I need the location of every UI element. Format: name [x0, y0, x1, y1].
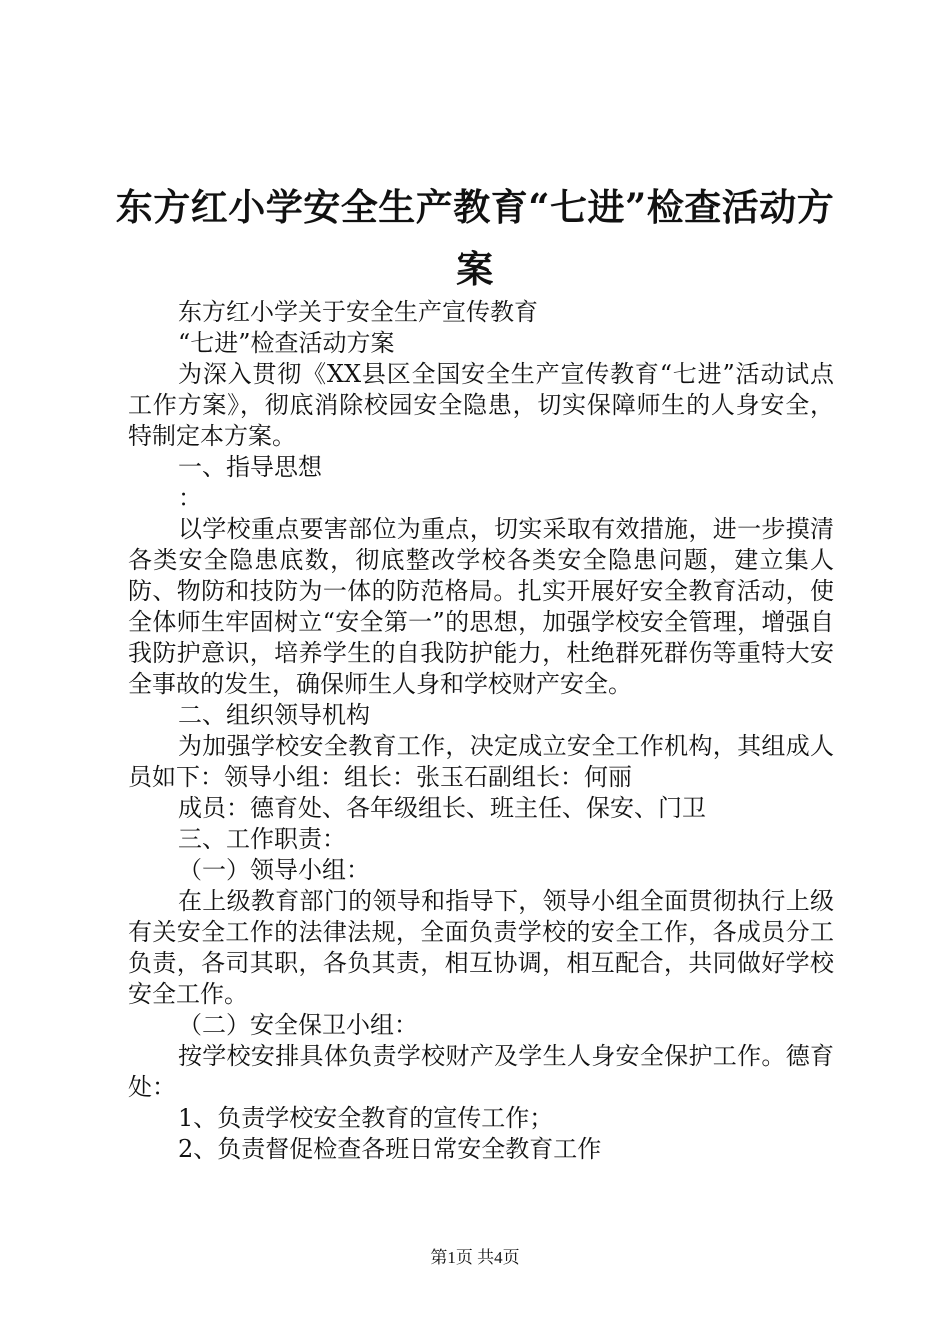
section-heading: 三、工作职责： [178, 825, 346, 853]
paragraph: ： [178, 484, 202, 512]
document-body [128, 297, 834, 1165]
section-heading: 二、组织领导机构 [178, 701, 370, 729]
paragraph: 为加强学校安全教育工作，决定成立安全工作机构，其组成人员如下：领导小组：组长：张玉石副组长：何丽 [128, 732, 834, 791]
subsection-heading: （一）领导小组： [178, 856, 370, 884]
paragraph: 为深入贯彻《XX县区全国安全生产宣传教育“七进”活动试点工作方案》，彻底消除校园安全隐患，切实保障师生的人身安全，特制定本方案。 [128, 360, 834, 450]
paragraph: 成员：德育处、各年级组长、班主任、保安、门卫 [178, 794, 706, 822]
paragraph: 以学校重点要害部位为重点，切实采取有效措施，进一步摸清各类安全隐患底数，彻底整改学校各类安全隐患问题，建立集人防、物防和技防为一体的防范格局。扎实开展好安全教育活动，使全体师生牢固树立“安全第一”的思想，加强学校安全管理，增强自我防护意识，培养学生的自我防护能力，杜绝群死群伤等重特大安全事故的发生，确保师生人身和学校财产安全。 [128, 515, 834, 698]
document-title: 东方红小学安全生产教育“七进”检查活动方案 [115, 185, 835, 291]
list-item: 1、负责学校安全教育的宣传工作； [178, 1104, 554, 1132]
paragraph: 在上级教育部门的领导和指导下，领导小组全面贯彻执行上级有关安全工作的法律法规，全面负责学校的安全工作，各成员分工负责，各司其职，各负其责，相互协调，相互配合，共同做好学校安全工作。 [128, 887, 834, 1008]
paragraph: 按学校安排具体负责学校财产及学生人身安全保护工作。德育处： [128, 1042, 834, 1101]
paragraph: 东方红小学关于安全生产宣传教育 [178, 298, 538, 326]
subsection-heading: （二）安全保卫小组： [178, 1011, 418, 1039]
section-heading: 一、指导思想 [178, 453, 322, 481]
list-item: 2、负责督促检查各班日常安全教育工作 [178, 1135, 602, 1163]
paragraph: “七进”检查活动方案 [178, 329, 395, 357]
page-footer: 第1页 共4页 [430, 1248, 520, 1267]
